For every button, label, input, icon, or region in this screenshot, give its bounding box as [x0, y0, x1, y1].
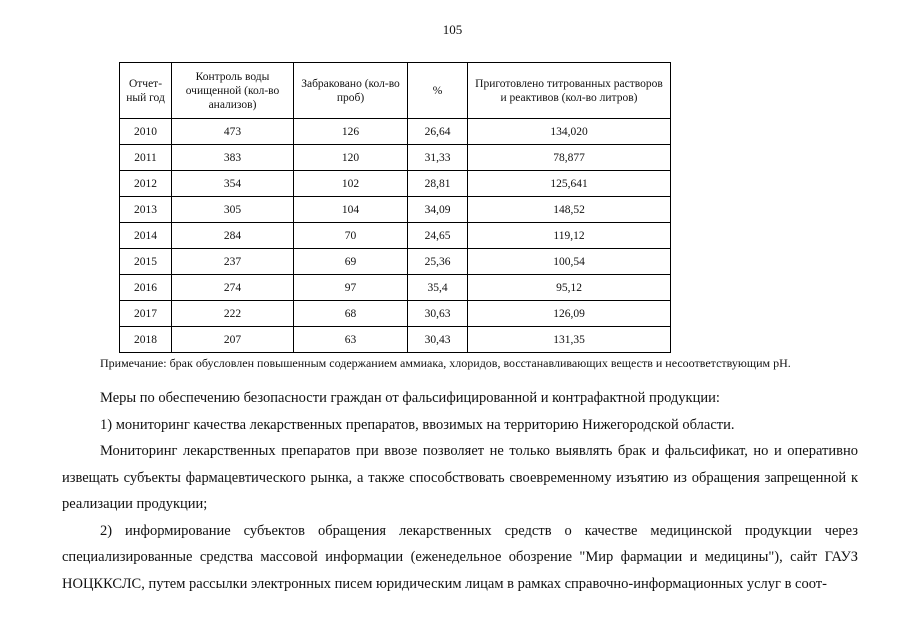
cell-prepared-solutions: 125,641	[468, 171, 671, 197]
cell-percent: 34,09	[408, 197, 468, 223]
header-year: Отчет-ный год	[120, 63, 172, 119]
header-prepared-solutions: Приготовлено титрованных растворов и реактивов (кол-во литров)	[468, 63, 671, 119]
table-row	[120, 327, 671, 353]
cell-water-control: 207	[172, 327, 294, 353]
cell-prepared-solutions: 78,877	[468, 145, 671, 171]
cell-year: 2011	[120, 145, 172, 171]
cell-water-control: 383	[172, 145, 294, 171]
paragraph: Меры по обеспечению безопасности граждан от фальсифицированной и контрафактной продукции:	[100, 390, 720, 406]
cell-percent: 26,64	[408, 119, 468, 145]
cell-rejected: 69	[294, 249, 408, 275]
cell-prepared-solutions: 100,54	[468, 249, 671, 275]
cell-water-control: 222	[172, 301, 294, 327]
cell-percent: 30,63	[408, 301, 468, 327]
cell-prepared-solutions: 148,52	[468, 197, 671, 223]
cell-year: 2010	[120, 119, 172, 145]
cell-percent: 25,36	[408, 249, 468, 275]
header-percent: %	[408, 63, 468, 119]
cell-prepared-solutions: 95,12	[468, 275, 671, 301]
cell-rejected: 63	[294, 327, 408, 353]
cell-year: 2015	[120, 249, 172, 275]
table-row	[120, 301, 671, 327]
cell-percent: 24,65	[408, 223, 468, 249]
cell-percent: 28,81	[408, 171, 468, 197]
table-row	[120, 249, 671, 275]
cell-water-control: 237	[172, 249, 294, 275]
cell-percent: 30,43	[408, 327, 468, 353]
cell-water-control: 274	[172, 275, 294, 301]
cell-prepared-solutions: 119,12	[468, 223, 671, 249]
cell-rejected: 120	[294, 145, 408, 171]
cell-water-control: 473	[172, 119, 294, 145]
cell-rejected: 97	[294, 275, 408, 301]
cell-percent: 31,33	[408, 145, 468, 171]
table-row	[120, 145, 671, 171]
cell-prepared-solutions: 131,35	[468, 327, 671, 353]
table-row	[120, 275, 671, 301]
cell-prepared-solutions: 126,09	[468, 301, 671, 327]
cell-water-control: 354	[172, 171, 294, 197]
cell-rejected: 126	[294, 119, 408, 145]
body-text	[62, 385, 858, 597]
table-row	[120, 119, 671, 145]
cell-rejected: 102	[294, 171, 408, 197]
paragraph: Мониторинг лекарственных препаратов при ввозе позволяет не только выявлять брак и фальсификат, но и оперативно извещать субъекты фармацевтического рынка, а также способствовать своевременному изъятию из обращения запрещенной к реализации продукции;	[62, 443, 858, 512]
table-note: Примечание: брак обусловлен повышенным содержанием аммиака, хлоридов, восстанавливающих веществ и несоответствующим pH.	[100, 356, 791, 370]
cell-water-control: 284	[172, 223, 294, 249]
page-number: 105	[442, 22, 463, 37]
cell-rejected: 104	[294, 197, 408, 223]
paragraph: 1) мониторинг качества лекарственных препаратов, ввозимых на территорию Нижегородской области.	[100, 416, 735, 433]
cell-prepared-solutions: 134,020	[468, 119, 671, 145]
cell-water-control: 305	[172, 197, 294, 223]
cell-year: 2014	[120, 223, 172, 249]
cell-percent: 35,4	[408, 275, 468, 301]
cell-year: 2018	[120, 327, 172, 353]
cell-year: 2017	[120, 301, 172, 327]
water-control-table	[119, 62, 671, 353]
cell-rejected: 68	[294, 301, 408, 327]
header-water-control: Контроль воды очищенной (кол-во анализов)	[172, 63, 294, 119]
cell-rejected: 70	[294, 223, 408, 249]
header-rejected: Забраковано (кол-во проб)	[294, 63, 408, 119]
table-row	[120, 197, 671, 223]
table-row	[120, 223, 671, 249]
table-row	[120, 171, 671, 197]
cell-year: 2016	[120, 275, 172, 301]
cell-year: 2013	[120, 197, 172, 223]
cell-year: 2012	[120, 171, 172, 197]
paragraph: 2) информирование субъектов обращения лекарственных средств о качестве медицинской продукции через специализированные средства массовой информации (еженедельное обозрение "Мир фармации и медицины"), сайт ГАУЗ НОЦККСЛС, путем рассылки электронных писем юридическим лицам в рамках справочно-информационных услуг в соот-	[62, 522, 858, 592]
table-header-row	[120, 63, 671, 119]
